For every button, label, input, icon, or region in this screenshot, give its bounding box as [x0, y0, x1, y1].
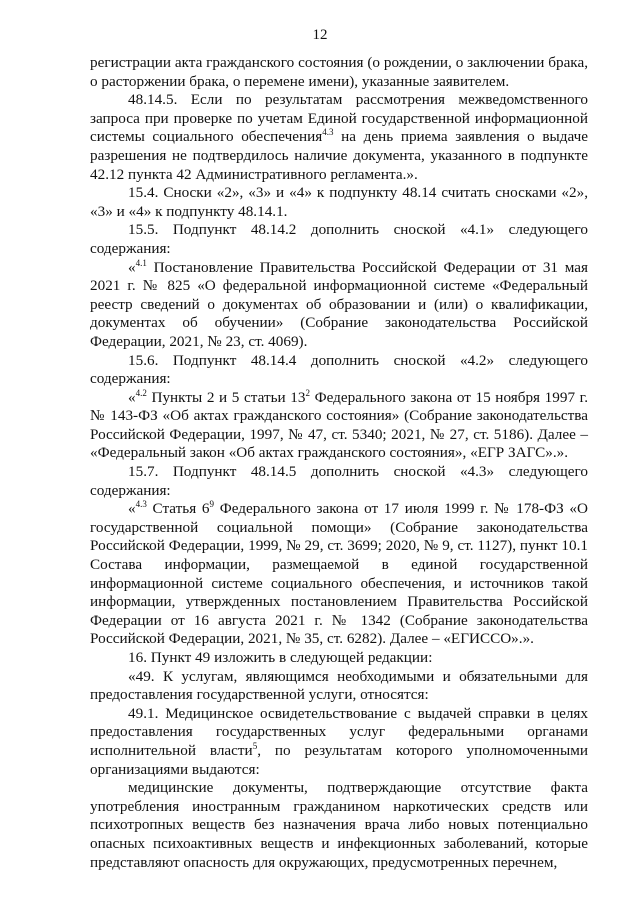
paragraph-text: Федерального закона от 17 июля 1999 г. № 178-ФЗ «О государственной социальной помощи» (Собрание законодательства Российской Федерации, 1999, № 29, ст. 3699; 2020, № 9, ст. 1127), пункт 10.1 Состава информации, размещаемой в единой государственной информационной системе социального обеспечения, и источников такой информации, утвержденных постановлением Правительства Российской Федерации от 16 августа 2021 г. № 1342 (Собрание законодательства Российской Федерации, 2021, № 35, ст. 6282). Далее – «ЕГИССО».».	[90, 500, 588, 648]
paragraph	[90, 54, 588, 91]
paragraph-text: «	[128, 388, 136, 406]
paragraph-text: «49. К услугам, являющимся необходимыми и обязательными для предоставления государственной услуги, относятся:	[90, 667, 588, 704]
paragraph	[90, 463, 588, 500]
paragraph-text: 16. Пункт 49 изложить в следующей редакции:	[128, 649, 433, 666]
footnote-marker: 4.2	[135, 387, 147, 398]
paragraph-text: Статья 6	[146, 500, 210, 518]
paragraph-text: «	[128, 258, 136, 276]
paragraph-text: Постановление Правительства Российской Федерации от 31 мая 2021 г. № 825 «О федеральной информационной системе «Федеральный реестр сведений о документах об образовании и (или) о квалификации, документах об обучении» (Собрание законодательства Российской Федерации, 2021, № 23, ст. 4069).	[90, 258, 588, 350]
paragraph	[90, 259, 588, 352]
paragraph-text: «	[128, 500, 136, 518]
paragraph	[90, 184, 588, 221]
paragraph-text: медицинские документы, подтверждающие отсутствие факта употребления иностранным гражданином наркотических средств или психотропных веществ без назначения врача либо новых потенциально опасных психоактивных веществ и инфекционных заболеваний, которые представляют опасность для окружающих, предусмотренных перечнем,	[90, 779, 588, 871]
paragraph-text: 15.4. Сноски «2», «3» и «4» к подпункту 48.14 считать сносками «2», «3» и «4» к подпункту 48.14.1.	[90, 184, 588, 220]
paragraph-text: Федерального закона от 15 ноября 1997 г. № 143-ФЗ «Об актах гражданского состояния» (Собрание законодательства Российской Федерации, 1997, № 47, ст. 5340; 2021, № 27, ст. 5186). Далее – «Федеральный закон «Об актах гражданского состояния», «ЕГР ЗАГС».».	[90, 388, 588, 462]
paragraph-text: 49.1. Медицинское освидетельствование с выдачей справки в целях предоставления государственных услуг федеральными органами исполнительной власти	[90, 704, 588, 759]
paragraph	[90, 779, 588, 872]
paragraph	[90, 352, 588, 389]
page-number: 12	[312, 27, 328, 43]
paragraph-text: 15.5. Подпункт 48.14.2 дополнить сноской «4.1» следующего содержания:	[90, 221, 588, 257]
footnote-marker: 2	[305, 387, 310, 398]
footnote-marker: 4.1	[135, 257, 147, 268]
paragraph-text: 48.14.5. Если по результатам рассмотрения межведомственного запроса при проверке по учетам Единой государственной информационной системы социального обеспечения	[90, 91, 588, 146]
paragraph-text: 15.7. Подпункт 48.14.5 дополнить сноской «4.3» следующего содержания:	[90, 463, 588, 499]
paragraph	[90, 649, 588, 668]
paragraph-text: регистрации акта гражданского состояния (о рождении, о заключении брака, о расторжении брака, о перемене имени), указанные заявителем.	[90, 54, 588, 90]
paragraph-text: на день приема заявления о выдаче разрешения не подтвердилось наличие документа, указанного в подпункте 42.12 пункта 42 Административного регламента.».	[90, 128, 589, 183]
paragraph-text: , по результатам которого уполномоченными организациями выдаются:	[90, 741, 588, 778]
document-body	[90, 54, 588, 872]
paragraph	[90, 705, 588, 779]
paragraph-text: Пункты 2 и 5 статьи 13	[146, 388, 306, 406]
footnote-marker: 9	[209, 499, 214, 510]
paragraph	[90, 500, 588, 649]
footnote-marker: 5	[252, 740, 258, 751]
paragraph-text: 15.6. Подпункт 48.14.4 дополнить сноской «4.2» следующего содержания:	[90, 351, 588, 388]
footnote-marker: 4.3	[322, 127, 334, 138]
footnote-marker: 4.3	[135, 499, 147, 510]
paragraph	[90, 389, 588, 463]
paragraph	[90, 221, 588, 258]
paragraph	[90, 91, 588, 184]
paragraph	[90, 668, 588, 705]
